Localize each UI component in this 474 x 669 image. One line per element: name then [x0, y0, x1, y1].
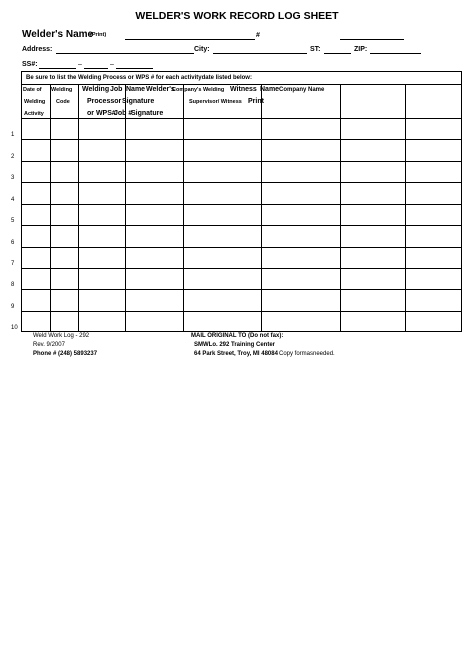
- state-label: ST:: [310, 46, 321, 53]
- row-number: 4: [11, 197, 15, 203]
- mail-org: SMWLo. 292 Training Center: [194, 342, 276, 348]
- column-divider: [78, 84, 79, 332]
- col-date-line2: Welding: [24, 99, 46, 105]
- ss-field-part1[interactable]: [39, 68, 76, 69]
- ss-dash-2: –: [110, 61, 114, 68]
- table-row-line: [21, 311, 462, 312]
- col-witness-line2: Print: [248, 98, 264, 105]
- phone-number: Phone # (248) 5893237: [33, 351, 98, 357]
- col-company-line1: Company's Welding: [172, 87, 225, 93]
- row-number: 3: [11, 175, 15, 181]
- row-number: 6: [11, 240, 15, 246]
- table-row-line: [21, 161, 462, 162]
- col-weld-code-line1: Welding: [51, 87, 73, 93]
- table-row-line: [21, 182, 462, 183]
- print-label: (Print): [90, 32, 107, 38]
- col-date-line1: Date of: [23, 87, 42, 93]
- col-witness-name: Name: [260, 86, 280, 93]
- copy-note: Copy formasneeded.: [279, 351, 335, 357]
- city-label: City:: [194, 46, 210, 53]
- instruction-text: Be sure to list the Welding Process or WPS # for each activitydate listed below:: [26, 75, 252, 81]
- mail-address: 64 Park Street, Troy, MI 48084: [194, 351, 278, 357]
- ss-field-part3[interactable]: [116, 68, 153, 69]
- row-number: 2: [11, 154, 15, 160]
- column-divider: [261, 84, 262, 332]
- welder-name-label: Welder's Name: [22, 29, 94, 40]
- ss-dash-1: –: [78, 61, 82, 68]
- col-job-line1: Job: [110, 86, 123, 93]
- column-divider: [340, 84, 341, 332]
- col-process-line2: Processor: [87, 98, 122, 105]
- revision: Rev. 9/2007: [33, 342, 65, 348]
- table-row-line: [21, 139, 462, 140]
- address-field[interactable]: [56, 53, 194, 54]
- col-process-line3: or WPS#: [87, 110, 116, 117]
- welder-name-field[interactable]: [125, 39, 255, 40]
- col-date-line3: Activity: [24, 111, 44, 117]
- col-name-line1: Name: [126, 86, 146, 93]
- table-row-line: [21, 204, 462, 205]
- row-number: 1: [11, 132, 15, 138]
- table-row-line: [21, 268, 462, 269]
- col-job-line2: Job #: [114, 110, 133, 117]
- col-weld-code-line2: Code: [56, 99, 70, 105]
- row-number: 5: [11, 218, 15, 224]
- col-company-name: Company Name: [279, 87, 325, 93]
- col-company-line2: Supervisor/ Witness: [189, 99, 242, 105]
- ss-label: SS#:: [22, 61, 38, 68]
- column-divider: [405, 84, 406, 332]
- col-process-line1: Welding: [82, 86, 110, 93]
- page-title: WELDER'S WORK RECORD LOG SHEET: [135, 10, 339, 22]
- table-header-top-line: [21, 84, 462, 85]
- zip-label: ZIP:: [354, 46, 368, 53]
- table-header-bottom-line: [21, 118, 462, 119]
- col-signature-line1: Welder's: [146, 86, 175, 93]
- ss-field-part2[interactable]: [84, 68, 108, 69]
- form-id: Weld Work Log - 292: [33, 333, 90, 339]
- col-signature-line2: Signature: [122, 98, 155, 105]
- mail-label: MAIL ORIGINAL TO (Do not fax):: [191, 333, 284, 339]
- table-row-line: [21, 247, 462, 248]
- zip-field[interactable]: [370, 53, 421, 54]
- welder-number-field[interactable]: [340, 39, 404, 40]
- state-field[interactable]: [324, 53, 351, 54]
- column-divider: [183, 84, 184, 332]
- col-witness-line1: Witness: [230, 86, 257, 93]
- row-number: 8: [11, 282, 15, 288]
- address-label: Address:: [22, 46, 53, 53]
- city-field[interactable]: [213, 53, 307, 54]
- welder-number-label: #: [256, 32, 260, 39]
- row-number: 7: [11, 261, 15, 267]
- column-divider: [50, 84, 51, 332]
- row-number: 10: [11, 325, 18, 331]
- column-divider: [125, 84, 126, 332]
- table-row-line: [21, 289, 462, 290]
- col-signature-line3: Signature: [131, 110, 164, 117]
- row-number: 9: [11, 304, 15, 310]
- table-row-line: [21, 225, 462, 226]
